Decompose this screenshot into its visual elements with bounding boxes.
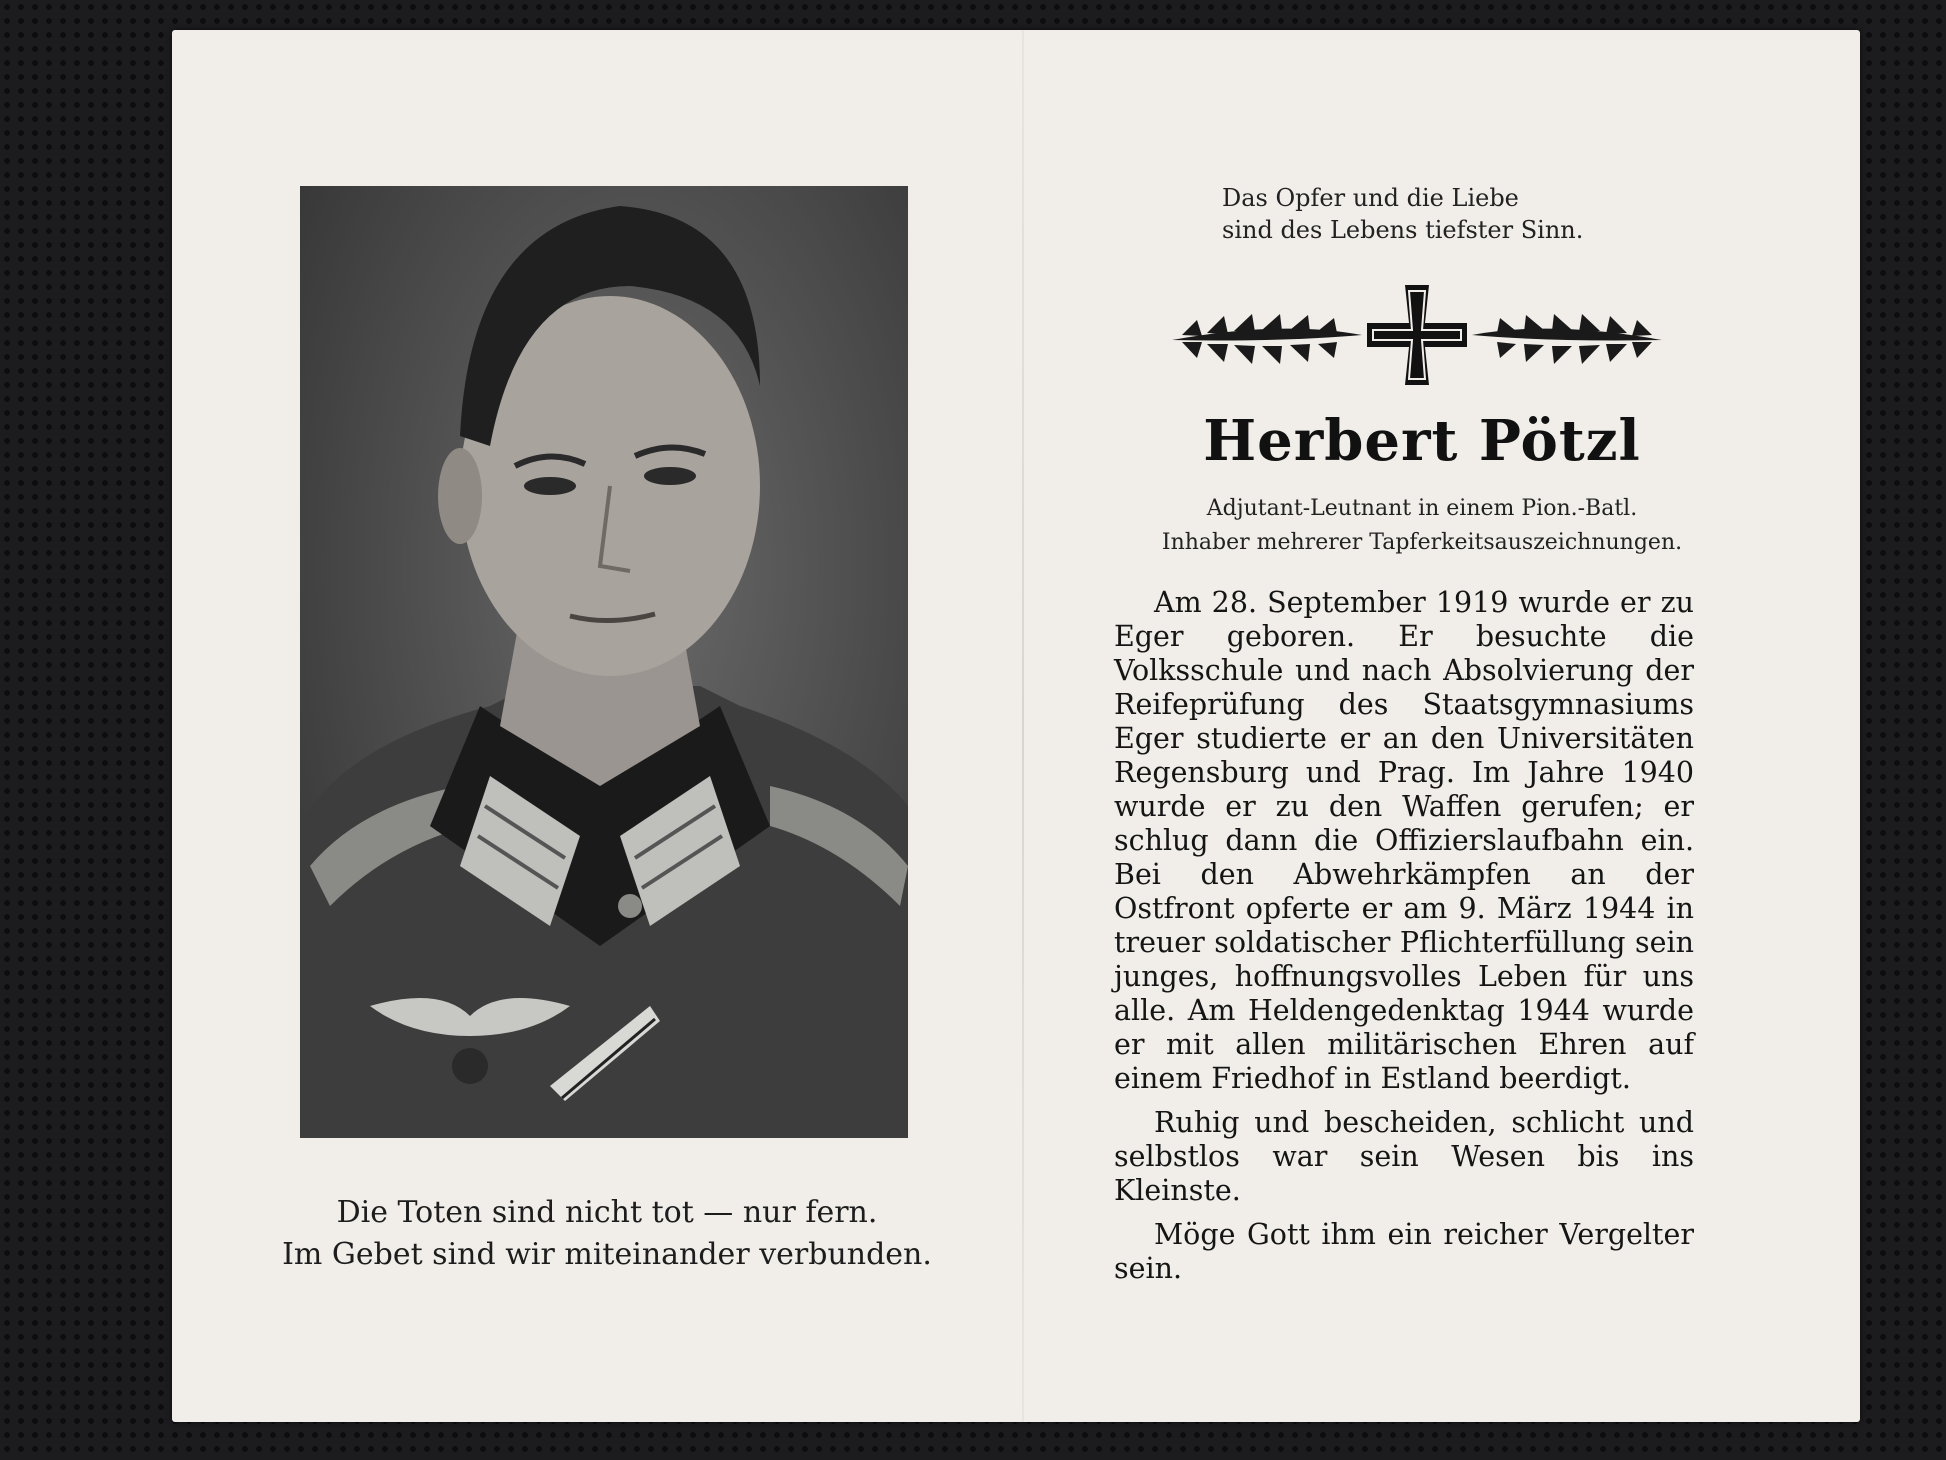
biography-paragraph: Am 28. September 1919 wurde er zu Eger geboren. Er besuchte die Volksschule und nach Absolvierung der Reifeprüfung des Staatsgymnasiums Eger studierte er an den Universitäten Regensburg und Prag. Im Jahre 1940 wurde er zu den Waffen gerufen; er schlug dann die Offizierslaufbahn ein. Bei den Abwehrkämpfen an der Ostfront opferte er am 9. März 1944 in treuer soldatischer Pflichterfüllung sein junges, hoffnungsvolles Leben für uns alle. Am Heldengedenktag 1944 wurde er mit allen militärischen Ehren auf einem Friedhof in Estland beerdigt. — [1114, 586, 1694, 1095]
biography-paragraph: Ruhig und bescheiden, schlicht und selbstlos war sein Wesen bis ins Kleinste. — [1114, 1106, 1694, 1207]
caption-line-2: Im Gebet sind wir miteinander verbunden. — [282, 1237, 932, 1272]
biography — [1114, 586, 1694, 1296]
card-fold-line — [1022, 30, 1024, 1422]
photo-caption — [242, 1192, 972, 1276]
rank-info — [1072, 492, 1772, 560]
motto-line-1: Das Opfer und die Liebe — [1222, 184, 1519, 212]
motto — [1222, 182, 1682, 246]
motto-line-2: sind des Lebens tiefster Sinn. — [1222, 216, 1584, 244]
rank-line-2: Inhaber mehrerer Tapferkeitsauszeichnungen. — [1161, 530, 1683, 555]
memorial-card — [172, 30, 1860, 1422]
deceased-name: Herbert Pötzl — [1203, 408, 1641, 474]
biography-paragraph: Möge Gott ihm ein reicher Vergelter sein. — [1114, 1218, 1694, 1285]
soldier-portrait-image — [300, 186, 908, 1138]
portrait-photo — [300, 186, 908, 1138]
iron-cross-with-oak-leaves-icon — [1162, 280, 1672, 390]
caption-line-1: Die Toten sind nicht tot — nur fern. — [336, 1195, 878, 1230]
rank-line-1: Adjutant-Leutnant in einem Pion.-Batl. — [1206, 496, 1638, 521]
